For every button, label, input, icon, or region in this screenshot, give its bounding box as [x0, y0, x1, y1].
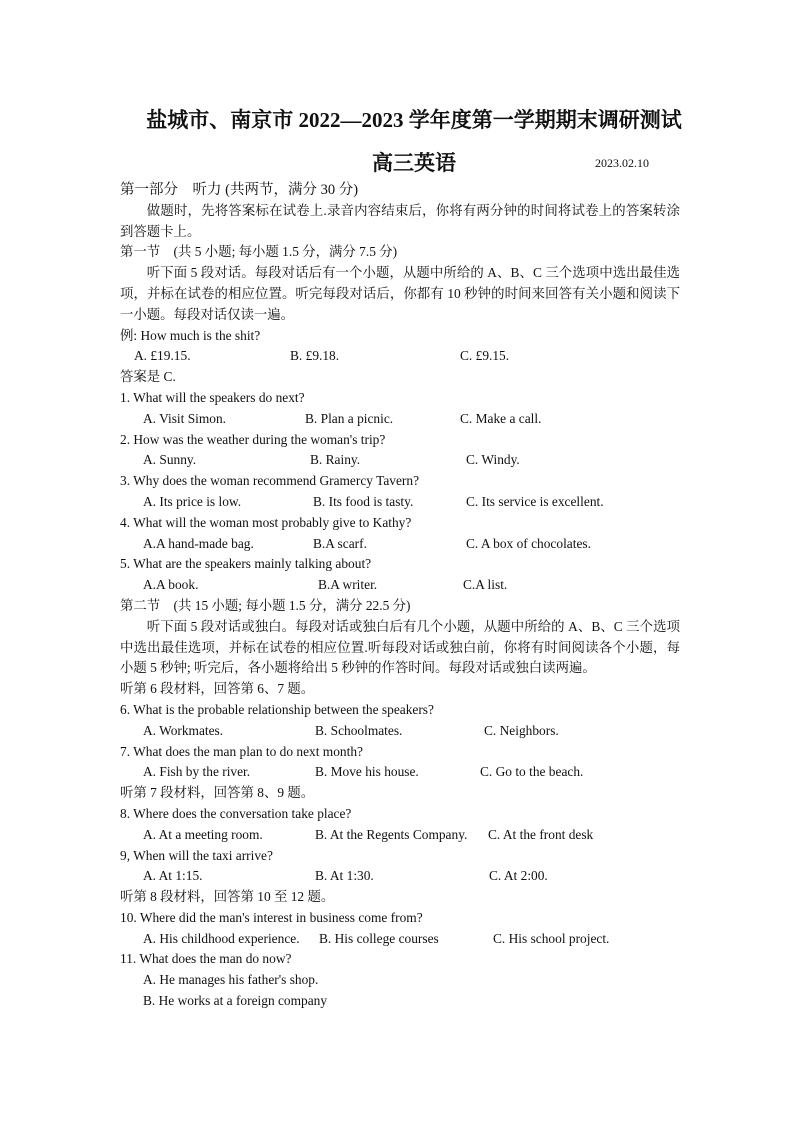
option-a: A. Fish by the river. [143, 764, 251, 780]
exam-subject: 高三英语 [372, 151, 456, 175]
option-a: A. His childhood experience. [143, 930, 300, 946]
example-options [120, 346, 680, 367]
question-5-options [120, 575, 680, 596]
option-b: B. At 1:30. [315, 868, 374, 884]
question-9-options [120, 866, 680, 887]
question-7: 7. What does the man plan to do next month? [120, 743, 363, 759]
question-8-options [120, 825, 680, 846]
option-c: C. Its service is excellent. [466, 493, 604, 509]
question-7-options [120, 762, 680, 783]
question-11-option-b: B. He works at a foreign company [143, 993, 328, 1009]
option-c: C. Make a call. [460, 410, 542, 426]
example-answer: 答案是 C. [120, 369, 176, 385]
option-b: B.A writer. [318, 577, 378, 593]
exam-date: 2023.02.10 [595, 156, 649, 170]
question-10-options [120, 929, 680, 950]
option-c: C. A box of chocolates. [466, 535, 591, 551]
option-b: B.A scarf. [313, 535, 367, 551]
option-a: A. Sunny. [143, 452, 197, 468]
option-a: A. At a meeting room. [143, 826, 263, 842]
option-c: C. Go to the beach. [480, 764, 584, 780]
option-a: A. Workmates. [143, 722, 224, 738]
question-6-options [120, 721, 680, 742]
material-8-note: 听第 8 段材料，回答第 10 至 12 题。 [120, 889, 335, 905]
example-question: 例: How much is the shit? [120, 327, 261, 343]
option-a: A.A hand-made bag. [143, 535, 254, 551]
section2-instructions: 听下面 5 段对话或独白。每段对话或独白后有几个小题，从题中所给的 A、B、C 三个选项中选出最佳选项，并标在试卷的相应位置.听每段对话或独白前，你将有时间阅读各个小题，每小题 5 秒钟; 听完后，各小题将给出 5 秒钟的作答时间。每段对话或独白读两遍。 [120, 618, 680, 676]
option-a: A. Visit Simon. [143, 410, 227, 426]
part1-heading: 第一部分 听力 (共两节，满分 30 分) [120, 182, 359, 198]
question-1-options [120, 409, 680, 430]
option-c: C. Neighbors. [484, 722, 559, 738]
question-6: 6. What is the probable relationship between the speakers? [120, 701, 434, 717]
option-b: B. Rainy. [310, 452, 361, 468]
option-a: A.A book. [143, 577, 199, 593]
material-7-note: 听第 7 段材料，回答第 8、9 题。 [120, 785, 315, 801]
material-6-note: 听第 6 段材料，回答第 6、7 题。 [120, 681, 315, 697]
option-b: B. Move his house. [315, 764, 419, 780]
question-11-option-a: A. He manages his father's shop. [143, 972, 319, 988]
exam-body [120, 180, 680, 1012]
option-b: B. Its food is tasty. [313, 493, 414, 509]
option-c: C. His school project. [493, 930, 610, 946]
option-c: C. Windy. [466, 452, 520, 468]
example-option-c: C. £9.15. [460, 348, 510, 364]
option-b: B. Schoolmates. [315, 722, 403, 738]
section1-heading: 第一节 (共 5 小题; 每小题 1.5 分，满分 7.5 分) [120, 244, 398, 260]
question-4: 4. What will the woman most probably give to Kathy? [120, 514, 412, 530]
option-c: C.A list. [463, 577, 508, 593]
section2-heading: 第二节 (共 15 小题; 每小题 1.5 分，满分 22.5 分) [120, 597, 411, 613]
option-a: A. At 1:15. [143, 868, 203, 884]
question-4-options [120, 534, 680, 555]
question-1: 1. What will the speakers do next? [120, 389, 305, 405]
question-8: 8. Where does the conversation take place? [120, 805, 352, 821]
question-2: 2. How was the weather during the woman's trip? [120, 431, 386, 447]
exam-title: 盐城市、南京市 2022—2023 学年度第一学期期末调研测试 [146, 108, 682, 132]
question-9: 9, When will the taxi arrive? [120, 847, 273, 863]
part1-instructions: 做题时，先将答案标在试卷上.录音内容结束后，你将有两分钟的时间将试卷上的答案转涂到答题卡上。 [120, 202, 680, 239]
option-a: A. Its price is low. [143, 493, 242, 509]
question-11: 11. What does the man do now? [120, 951, 292, 967]
question-3-options [120, 492, 680, 513]
option-b: B. Plan a picnic. [305, 410, 394, 426]
option-c: C. At the front desk [488, 826, 594, 842]
question-2-options [120, 450, 680, 471]
option-b: B. At the Regents Company. [315, 826, 468, 842]
subtitle-row [0, 147, 794, 173]
option-b: B. His college courses [319, 930, 439, 946]
example-option-b: B. £9.18. [290, 348, 340, 364]
example-option-a: A. £19.15. [134, 348, 191, 364]
question-10: 10. Where did the man's interest in business come from? [120, 909, 423, 925]
section1-instructions: 听下面 5 段对话。每段对话后有一个小题，从题中所给的 A、B、C 三个选项中选出最佳选项，并标在试卷的相应位置。听完每段对话后，你都有 10 秒钟的时间来回答有关小题和阅读下一小题。每段对话仅读一遍。 [120, 265, 680, 322]
question-5: 5. What are the speakers mainly talking about? [120, 556, 372, 572]
question-3: 3. Why does the woman recommend Gramercy Tavern? [120, 473, 420, 489]
option-c: C. At 2:00. [489, 868, 548, 884]
